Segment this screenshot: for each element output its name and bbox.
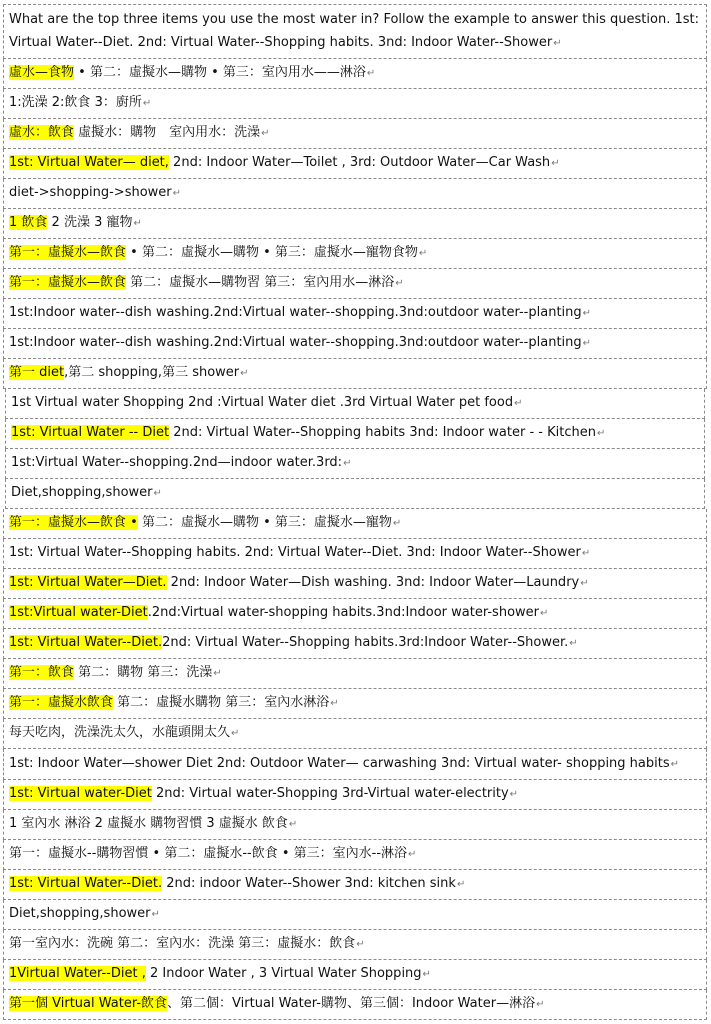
paragraph-mark-icon: ↵	[142, 98, 152, 109]
question-row	[3, 4, 707, 59]
answer-row	[3, 780, 707, 810]
answer-row	[3, 659, 707, 689]
row-text: 每天吃肉，洗澡洗太久，水龍頭開太久	[9, 725, 231, 740]
row-text: What are the top three items you use the most water in? Follow the example to answer this question. 1st: Virtual Water--Diet. 2nd: Virtual Water--Shopping habits. 3nd: Indoor Water--Shower	[9, 12, 699, 50]
paragraph-mark-icon: ↵	[366, 68, 376, 79]
highlighted-text: 第一：虛擬水—飲食	[9, 245, 127, 260]
highlighted-text: 1 飲食	[9, 215, 48, 230]
paragraph-mark-icon: ↵	[153, 488, 162, 499]
answer-row	[3, 209, 707, 239]
answer-row	[3, 870, 707, 900]
answer-row	[3, 599, 707, 629]
paragraph-mark-icon: ↵	[288, 819, 298, 830]
row-text: .2nd:Virtual water-shopping habits.3nd:Indoor water-shower	[147, 605, 540, 620]
paragraph-mark-icon: ↵	[540, 608, 549, 619]
highlighted-text: 第一個 Virtual Water-飲食	[9, 996, 168, 1011]
row-text: 1st:Indoor water--dish washing.2nd:Virtual water--shopping.3nd:outdoor water--planting	[9, 335, 582, 350]
row-text: 、第二個：Virtual Water-購物、第三個：Indoor Water—淋浴	[167, 996, 536, 1011]
paragraph-mark-icon: ↵	[670, 759, 680, 770]
paragraph-mark-icon: ↵	[553, 38, 562, 49]
highlighted-text: 1Virtual Water--Diet ,	[9, 966, 146, 981]
paragraph-mark-icon: ↵	[356, 939, 365, 950]
answer-row	[3, 359, 707, 389]
highlighted-text: 1st:Virtual water-Diet	[9, 605, 148, 620]
answer-row	[5, 449, 705, 479]
row-text: • 第二：虛擬水—購物 • 第三：室內用水——淋浴	[74, 65, 366, 80]
paragraph-mark-icon: ↵	[514, 398, 523, 409]
answer-row	[3, 509, 707, 539]
paragraph-mark-icon: ↵	[569, 638, 578, 649]
answer-row	[5, 419, 705, 449]
row-text: 2nd: Virtual Water--Shopping habits.3rd:Indoor Water--Shower.	[162, 635, 569, 650]
highlighted-text: 1st: Virtual Water--Diet.	[9, 876, 163, 891]
answer-row	[3, 119, 707, 149]
answer-row	[3, 569, 707, 599]
highlighted-text: 1st: Virtual Water—Diet.	[9, 575, 167, 590]
paragraph-mark-icon: ↵	[509, 789, 519, 800]
paragraph-mark-icon: ↵	[582, 338, 592, 349]
answer-row	[3, 239, 707, 269]
answer-row	[3, 900, 707, 930]
row-text: 第二：虛擬水購物 第三：室內水淋浴	[113, 695, 330, 710]
answer-row	[3, 539, 707, 569]
row-text: 第二：購物 第三：洗澡	[74, 665, 213, 680]
row-text: 第二：虛擬水—購物 • 第三：虛擬水—寵物	[137, 515, 392, 530]
answer-row	[3, 629, 707, 659]
row-text: diet->shopping->shower	[9, 185, 172, 200]
paragraph-mark-icon: ↵	[395, 278, 404, 289]
paragraph-mark-icon: ↵	[240, 368, 249, 379]
answer-row	[3, 179, 707, 209]
answer-row	[3, 689, 707, 719]
answer-row	[5, 389, 705, 419]
paragraph-mark-icon: ↵	[172, 188, 182, 199]
answer-row	[3, 269, 707, 299]
paragraph-mark-icon: ↵	[536, 999, 545, 1010]
answer-row	[5, 479, 705, 509]
answer-row	[3, 299, 707, 329]
row-text: 2nd: Virtual Water--Shopping habits 3nd: Indoor water - - Kitchen	[169, 425, 596, 440]
paragraph-mark-icon: ↵	[261, 128, 270, 139]
row-text: 2nd: Indoor Water—Toilet , 3rd: Outdoor Water—Car Wash	[168, 155, 551, 170]
highlighted-text: 1st: Virtual Water--Diet.	[9, 635, 163, 650]
paragraph-mark-icon: ↵	[581, 548, 591, 559]
row-text: 第一室內水：洗碗 第二：室內水：洗澡 第三：虛擬水：飲食	[9, 936, 356, 951]
answer-row	[3, 990, 707, 1020]
highlighted-text: 第一 diet	[9, 365, 65, 380]
paragraph-mark-icon: ↵	[456, 879, 466, 890]
document-table	[3, 4, 707, 1020]
row-text: 第一：虛擬水--購物習慣 • 第二：虛擬水--飲食 • 第三：室內水--淋浴	[9, 846, 408, 861]
answer-row	[3, 930, 707, 960]
answer-row	[3, 810, 707, 840]
paragraph-mark-icon: ↵	[408, 849, 417, 860]
row-text: Diet,shopping,shower	[9, 906, 151, 921]
row-text: 1st: Indoor Water—shower Diet 2nd: Outdoor Water— carwashing 3nd: Virtual water- shopping habits	[9, 756, 670, 771]
row-text: 1 室內水 淋浴 2 虛擬水 購物習慣 3 虛擬水 飲食	[9, 816, 288, 831]
paragraph-mark-icon: ↵	[330, 698, 339, 709]
row-text: 1:洗澡 2:飲食 3：廚所	[9, 95, 142, 110]
row-text: 1st Virtual water Shopping 2nd :Virtual Water diet .3rd Virtual Water pet food	[11, 395, 514, 410]
row-text: • 第二：虛擬水—購物 • 第三：虛擬水—寵物食物	[126, 245, 418, 260]
highlighted-text: 虛水：飲食	[9, 125, 75, 140]
paragraph-mark-icon: ↵	[343, 458, 352, 469]
paragraph-mark-icon: ↵	[422, 969, 431, 980]
highlighted-text: 第一：虛擬水飲食	[9, 695, 114, 710]
paragraph-mark-icon: ↵	[551, 158, 560, 169]
highlighted-text: 1st: Virtual Water -- Diet	[11, 425, 170, 440]
paragraph-mark-icon: ↵	[231, 728, 240, 739]
paragraph-mark-icon: ↵	[580, 578, 589, 589]
row-text: 1st: Virtual Water--Shopping habits. 2nd: Virtual Water--Diet. 3nd: Indoor Water--Shower	[9, 545, 581, 560]
row-text: 2 Indoor Water , 3 Virtual Water Shopping	[145, 966, 422, 981]
row-text: ,第二 shopping,第三 shower	[64, 365, 240, 380]
highlighted-text: 第一：虛擬水—飲食	[9, 275, 127, 290]
answer-row	[3, 59, 707, 89]
answer-row	[3, 960, 707, 990]
row-text: 1st:Virtual Water--shopping.2nd—indoor water.3rd:	[11, 455, 343, 470]
answer-row	[3, 749, 707, 780]
answer-row	[3, 329, 707, 359]
highlighted-text: 第一：飲食	[9, 665, 75, 680]
paragraph-mark-icon: ↵	[596, 428, 606, 439]
paragraph-mark-icon: ↵	[582, 308, 592, 319]
row-text: 2nd: Indoor Water—Dish washing. 3nd: Indoor Water—Laundry	[166, 575, 580, 590]
row-text: 2nd: Virtual water-Shopping 3rd-Virtual water-electrity	[151, 786, 509, 801]
answer-row	[3, 89, 707, 119]
paragraph-mark-icon: ↵	[213, 668, 222, 679]
row-text: 虛擬水：購物 室內用水：洗澡	[74, 125, 261, 140]
highlighted-text: 第一：虛擬水—飲食 •	[9, 515, 138, 530]
paragraph-mark-icon: ↵	[133, 218, 142, 229]
highlighted-text: 1st: Virtual Water— diet,	[9, 155, 169, 170]
row-text: Diet,shopping,shower	[11, 485, 153, 500]
answer-row	[3, 719, 707, 749]
row-text: 第二：虛擬水—購物習 第三：室內用水—淋浴	[126, 275, 395, 290]
row-text: 2nd: indoor Water--Shower 3nd: kitchen sink	[162, 876, 456, 891]
paragraph-mark-icon: ↵	[418, 248, 428, 259]
row-text: 1st:Indoor water--dish washing.2nd:Virtual water--shopping.3nd:outdoor water--planting	[9, 305, 582, 320]
highlighted-text: 1st: Virtual water-Diet	[9, 786, 152, 801]
highlighted-text: 虛水—食物	[9, 65, 75, 80]
row-text: 2 洗澡 3 寵物	[47, 215, 133, 230]
answer-row	[3, 149, 707, 179]
paragraph-mark-icon: ↵	[392, 518, 402, 529]
answer-row	[3, 840, 707, 870]
paragraph-mark-icon: ↵	[151, 909, 160, 920]
